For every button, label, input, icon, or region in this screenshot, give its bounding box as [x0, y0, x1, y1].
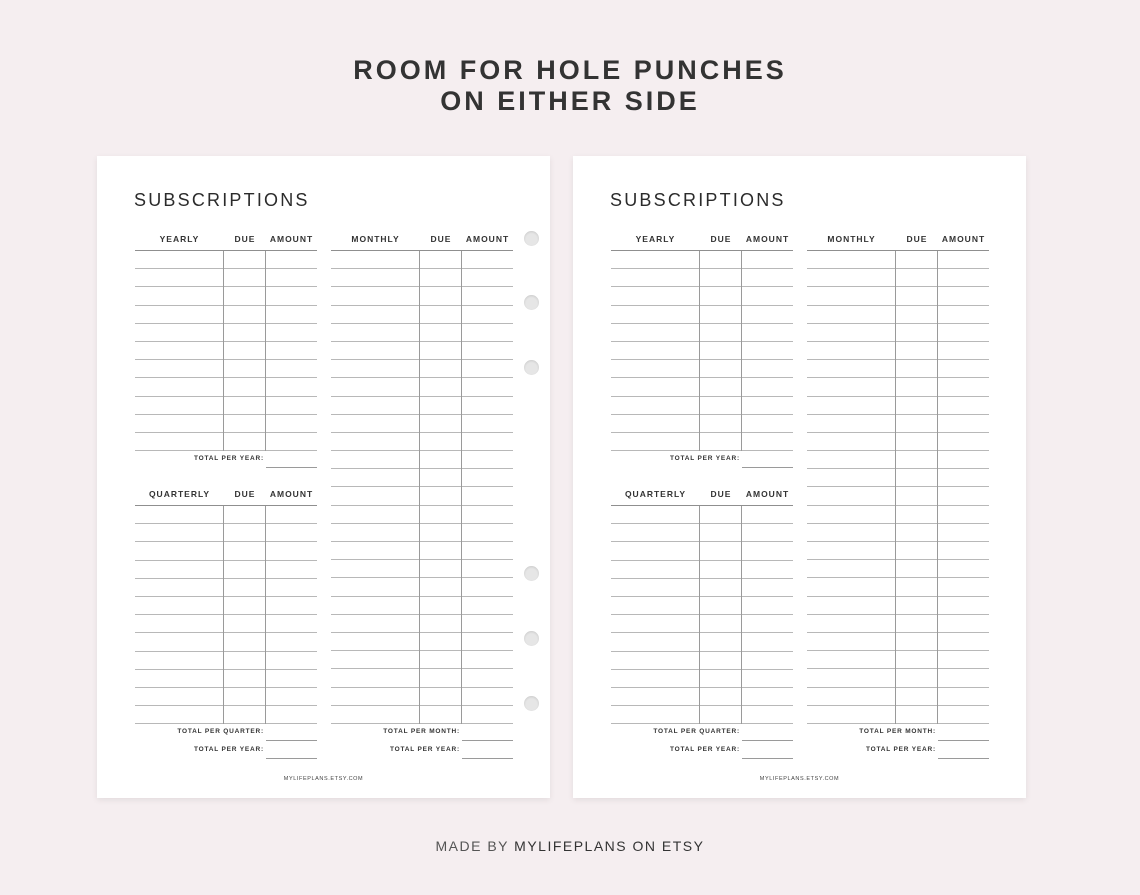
table-row [135, 251, 317, 269]
table-row [331, 688, 513, 706]
table-row [135, 360, 317, 378]
table-row [331, 542, 513, 560]
table-row [331, 560, 513, 578]
total-line [462, 758, 513, 759]
hole-punch-mark [524, 360, 539, 375]
quarterly-rows [135, 505, 317, 724]
table-row [807, 651, 989, 669]
table-row [135, 506, 317, 524]
table-row [331, 287, 513, 305]
column-divider [265, 251, 266, 451]
table-row [331, 669, 513, 687]
table-row [611, 360, 793, 378]
due-column-header: DUE [234, 234, 256, 244]
table-row [611, 615, 793, 633]
monthly-totals [807, 723, 989, 759]
table-row [331, 324, 513, 342]
total-label: TOTAL PER YEAR: [193, 746, 264, 754]
table-row [807, 506, 989, 524]
monthly-column-header: MONTHLY [827, 234, 876, 244]
amount-column-header: AMOUNT [941, 234, 986, 244]
table-row [611, 397, 793, 415]
total-label: TOTAL PER MONTH: [383, 728, 460, 735]
table-row [611, 561, 793, 579]
hole-punch-mark [524, 631, 539, 646]
table-row [135, 342, 317, 360]
table-row [807, 342, 989, 360]
amount-column-header: AMOUNT [269, 489, 314, 499]
table-row [611, 506, 793, 524]
page-title: SUBSCRIPTIONS [134, 190, 310, 210]
footer-prefix: MADE BY [435, 838, 509, 854]
table-row [135, 597, 317, 615]
monthly-totals [331, 723, 513, 759]
total-line [938, 758, 989, 759]
table-row [807, 306, 989, 324]
table-row [135, 688, 317, 706]
table-row [807, 469, 989, 487]
table-row [807, 433, 989, 451]
table-row [611, 597, 793, 615]
yearly-column-header: YEARLY [159, 234, 200, 244]
table-row [611, 287, 793, 305]
monthly-header-row [331, 232, 513, 250]
quarterly-header-row [611, 487, 793, 505]
table-row [331, 415, 513, 433]
quarterly-totals [611, 723, 793, 759]
monthly-rows [331, 250, 513, 724]
table-row [807, 251, 989, 269]
table-row [135, 397, 317, 415]
table-row [611, 342, 793, 360]
table-row [331, 306, 513, 324]
column-divider [461, 251, 462, 724]
table-row [135, 287, 317, 305]
amount-column-header: AMOUNT [269, 234, 314, 244]
table-row [331, 433, 513, 451]
table-row [135, 415, 317, 433]
total-label: TOTAL PER YEAR: [865, 746, 936, 754]
table-row [331, 469, 513, 487]
due-column-header: DUE [234, 489, 256, 499]
due-column-header: DUE [906, 234, 928, 244]
quarterly-table [611, 487, 793, 724]
table-row [807, 360, 989, 378]
due-column-header: DUE [710, 489, 732, 499]
yearly-header-row [611, 232, 793, 250]
monthly-header-row [807, 232, 989, 250]
total-label: TOTAL PER QUARTER: [653, 728, 740, 735]
table-row [135, 706, 317, 724]
table-row [807, 487, 989, 505]
column-divider [699, 506, 700, 724]
table-row [611, 633, 793, 651]
column-divider [223, 251, 224, 451]
column-divider [895, 251, 896, 724]
table-row [611, 378, 793, 396]
table-row [807, 324, 989, 342]
due-column-header: DUE [710, 234, 732, 244]
table-row [331, 251, 513, 269]
table-row [611, 579, 793, 597]
table-row [331, 615, 513, 633]
table-row [807, 524, 989, 542]
yearly-totals [611, 450, 793, 468]
table-row [331, 378, 513, 396]
column-divider [265, 506, 266, 724]
hole-punch-mark [524, 231, 539, 246]
table-row [611, 269, 793, 287]
yearly-column-header: YEARLY [635, 234, 676, 244]
table-row [807, 560, 989, 578]
hole-punch-mark [524, 566, 539, 581]
column-divider [741, 251, 742, 451]
total-label: TOTAL PER YEAR: [669, 746, 740, 754]
total-row [135, 741, 317, 759]
table-row [331, 578, 513, 596]
table-row [611, 415, 793, 433]
footer-brand: MYLIFEPLANS ON ETSY [514, 838, 705, 854]
table-row [611, 324, 793, 342]
hole-punch-mark [524, 696, 539, 711]
table-row [807, 397, 989, 415]
total-label: TOTAL PER YEAR: [193, 455, 264, 462]
monthly-table [807, 232, 989, 724]
yearly-totals [135, 450, 317, 468]
amount-column-header: AMOUNT [745, 489, 790, 499]
table-row [807, 287, 989, 305]
quarterly-rows [611, 505, 793, 724]
table-row [807, 615, 989, 633]
column-divider [937, 251, 938, 724]
table-row [135, 269, 317, 287]
quarterly-header-row [135, 487, 317, 505]
footer-credit [0, 838, 1140, 854]
table-row [611, 688, 793, 706]
table-row [135, 670, 317, 688]
total-row [807, 741, 989, 759]
due-column-header: DUE [430, 234, 452, 244]
monthly-table [331, 232, 513, 724]
monthly-column-header: MONTHLY [351, 234, 400, 244]
table-row [331, 342, 513, 360]
total-row [135, 450, 317, 468]
table-row [331, 487, 513, 505]
table-row [135, 324, 317, 342]
total-row [611, 450, 793, 468]
column-divider [223, 506, 224, 724]
page-title: SUBSCRIPTIONS [610, 190, 786, 210]
total-line [742, 758, 793, 759]
amount-column-header: AMOUNT [465, 234, 510, 244]
yearly-table [135, 232, 317, 451]
table-row [611, 542, 793, 560]
table-row [611, 706, 793, 724]
table-row [331, 633, 513, 651]
table-row [611, 652, 793, 670]
table-row [331, 269, 513, 287]
table-row [135, 615, 317, 633]
total-row [611, 741, 793, 759]
total-label: TOTAL PER YEAR: [669, 455, 740, 462]
quarterly-column-header: QUARTERLY [624, 489, 687, 499]
total-label: TOTAL PER YEAR: [389, 746, 460, 754]
total-line [266, 758, 317, 759]
table-row [135, 561, 317, 579]
table-row [331, 597, 513, 615]
table-row [807, 542, 989, 560]
total-row [611, 723, 793, 741]
table-row [807, 415, 989, 433]
table-row [611, 433, 793, 451]
table-row [331, 506, 513, 524]
monthly-rows [807, 250, 989, 724]
headline [0, 55, 1140, 117]
table-row [331, 451, 513, 469]
hole-punch-mark [524, 295, 539, 310]
table-row [331, 651, 513, 669]
table-row [611, 524, 793, 542]
table-row [331, 524, 513, 542]
table-row [807, 669, 989, 687]
total-line [266, 467, 317, 468]
quarterly-column-header: QUARTERLY [148, 489, 211, 499]
total-label: TOTAL PER MONTH: [859, 728, 936, 735]
yearly-rows [135, 250, 317, 451]
table-row [611, 306, 793, 324]
table-row [135, 652, 317, 670]
table-row [807, 578, 989, 596]
total-row [331, 741, 513, 759]
table-row [331, 360, 513, 378]
total-row [135, 723, 317, 741]
table-row [135, 542, 317, 560]
total-row [331, 723, 513, 741]
table-row [135, 306, 317, 324]
yearly-table [611, 232, 793, 451]
table-row [331, 397, 513, 415]
total-label: TOTAL PER QUARTER: [177, 728, 264, 735]
page-credit: MYLIFEPLANS.ETSY.COM [759, 776, 840, 782]
table-row [135, 633, 317, 651]
table-row [611, 670, 793, 688]
table-row [135, 378, 317, 396]
table-row [611, 251, 793, 269]
quarterly-totals [135, 723, 317, 759]
table-row [807, 597, 989, 615]
column-divider [699, 251, 700, 451]
planner-page-left [97, 156, 550, 798]
table-row [807, 706, 989, 724]
planner-page-right [573, 156, 1026, 798]
table-row [331, 706, 513, 724]
table-row [807, 633, 989, 651]
total-line [742, 467, 793, 468]
table-row [807, 688, 989, 706]
table-row [135, 524, 317, 542]
column-divider [419, 251, 420, 724]
yearly-rows [611, 250, 793, 451]
headline-line-2: ON EITHER SIDE [440, 86, 700, 116]
total-row [807, 723, 989, 741]
headline-line-1: ROOM FOR HOLE PUNCHES [353, 55, 787, 85]
table-row [135, 433, 317, 451]
yearly-header-row [135, 232, 317, 250]
table-row [135, 579, 317, 597]
amount-column-header: AMOUNT [745, 234, 790, 244]
table-row [807, 378, 989, 396]
table-row [807, 451, 989, 469]
quarterly-table [135, 487, 317, 724]
column-divider [741, 506, 742, 724]
table-row [807, 269, 989, 287]
page-credit: MYLIFEPLANS.ETSY.COM [283, 776, 364, 782]
